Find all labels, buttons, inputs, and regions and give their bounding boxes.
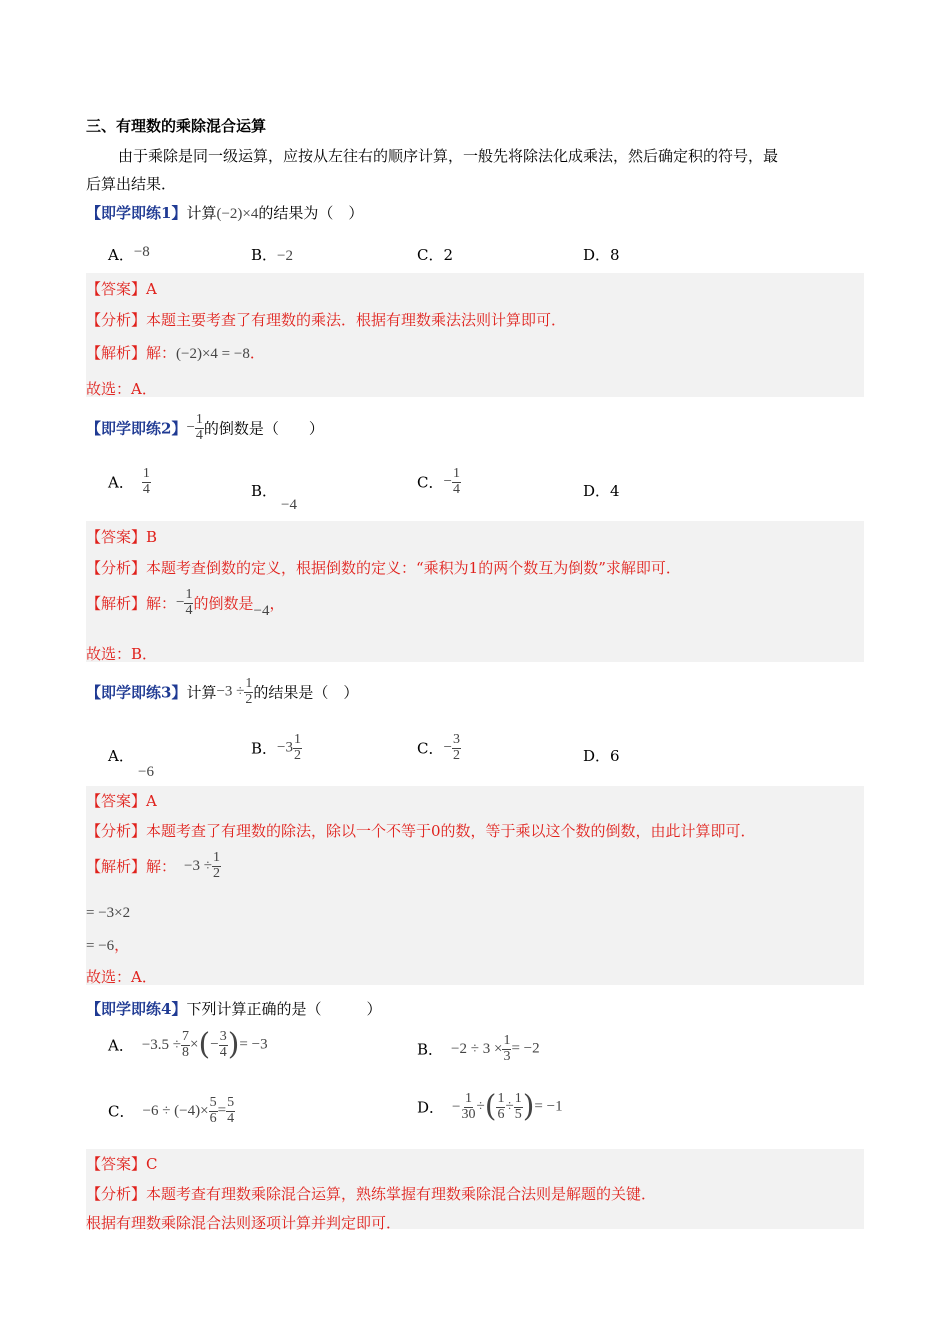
q4-stem [86, 998, 381, 1019]
q3-step-2: = −6， [86, 936, 130, 954]
q2-opt-a: A． $\frac{1}{4}$ [108, 466, 150, 497]
q4-tag: 【即学即练4】 [86, 1000, 187, 1018]
q2-fraction: $\frac{1}{4}$ [195, 412, 203, 443]
q4-opt-a: A． −3.5 ÷ $\frac{7}{8}$ ×(− $\frac{3}{4}$ )= −3 [108, 1027, 268, 1063]
intro-line-1: 由于乘除是同一级运算，应按从左往右的顺序计算，一般先将除法化成乘法，然后确定积的符号，最 [118, 147, 779, 165]
q3-opt-c: C．− $\frac{3}{2}$ [417, 732, 460, 763]
q1-solution-box [86, 273, 864, 397]
q4-opt-b: B． −2 ÷ 3 × $\frac{1}{3}$ = −2 [417, 1033, 540, 1064]
q2-opt-d: D．4 [583, 482, 620, 500]
q3-opt-d: D．6 [583, 747, 620, 765]
q3-step-1: = −3×2 [86, 905, 131, 921]
intro-line-2: 后算出结果． [86, 175, 177, 193]
q1-choice: 故选：A． [86, 380, 157, 398]
q2-stem: 【即学即练2】− $\frac{1}{4}$ 的倒数是（ ） [86, 412, 324, 443]
q1-post: 的结果为（ ） [258, 204, 364, 222]
q3-post: 的结果是（ ） [253, 683, 359, 702]
q4-answer: 【答案】C [86, 1155, 158, 1173]
q3-choice: 故选：A． [86, 968, 157, 986]
q3-answer: 【答案】A [86, 792, 157, 810]
q1-solution: 【解析】解：(−2)×4 = −8． [86, 344, 265, 362]
q1-opt-d: D．8 [583, 246, 620, 264]
q3-opt-b: B．−3 $\frac{1}{2}$ [251, 732, 301, 763]
q1-answer: 【答案】A [86, 280, 157, 298]
q2-opt-c: C．− $\frac{1}{4}$ [417, 466, 460, 497]
q3-opt-a: A． −6 [108, 747, 154, 780]
q3-solution-box [86, 786, 864, 985]
q1-tag: 【即学即练1】 [86, 204, 187, 222]
q3-analysis: 【分析】本题考查了有理数的除法，除以一个不等于0的数，等于乘以这个数的倒数，由此计算即可． [86, 822, 756, 840]
q1-opt-a: A．−8 [108, 244, 150, 264]
q3-tag: 【即学即练3】 [86, 683, 187, 702]
q3-stem: 【即学即练3】计算−3 ÷ $\frac{1}{2}$ 的结果是（ ） [86, 676, 359, 707]
q1-expr: (−2)×4 [216, 206, 259, 222]
q2-solution-fraction: $\frac{1}{4}$ [185, 587, 193, 618]
q4-opt-d: D． − $\frac{1}{30}$ ÷( $\frac{1}{6}$ ÷ $\frac{1}{5}$ )= −1 [417, 1089, 563, 1125]
q4-analysis: 【分析】本题考查有理数乘除混合运算，熟练掌握有理数乘除混合法则是解题的关键． [86, 1185, 657, 1203]
q2-analysis: 【分析】本题考查倒数的定义，根据倒数的定义：“乘积为1的两个数互为倒数”求解即可． [86, 559, 681, 577]
q1-opt-c: C．2 [417, 246, 454, 264]
q3-solution: 【解析】解： −3 ÷ $\frac{1}{2}$ [86, 850, 220, 881]
q1-pre: 计算 [186, 204, 217, 222]
q2-tag: 【即学即练2】 [86, 419, 187, 438]
q2-answer: 【答案】B [86, 528, 158, 546]
q4-opt-c: C． −6 ÷ (−4)× $\frac{5}{6}$ = $\frac{5}{4}$ [108, 1095, 235, 1126]
q2-solution: 【解析】解：− $\frac{1}{4}$ 的倒数是−4， [86, 587, 285, 620]
q2-post: 的倒数是（ ） [203, 419, 324, 438]
q1-analysis: 【分析】本题主要考查了有理数的乘法．根据有理数乘法法则计算即可． [86, 311, 567, 329]
section-title: 三、有理数的乘除混合运算 [86, 117, 267, 135]
q1-stem [86, 202, 363, 223]
q1-opt-b: B．−2 [251, 246, 293, 264]
q4-post: 下列计算正确的是（ ） [186, 1000, 382, 1018]
q2-choice: 故选：B． [86, 645, 158, 663]
q1-solution-expr: (−2)×4 = −8 [176, 346, 250, 362]
q2-opt-b: B． −4 [251, 482, 297, 513]
q4-analysis-2: 根据有理数乘除混合法则逐项计算并判定即可． [86, 1214, 402, 1232]
